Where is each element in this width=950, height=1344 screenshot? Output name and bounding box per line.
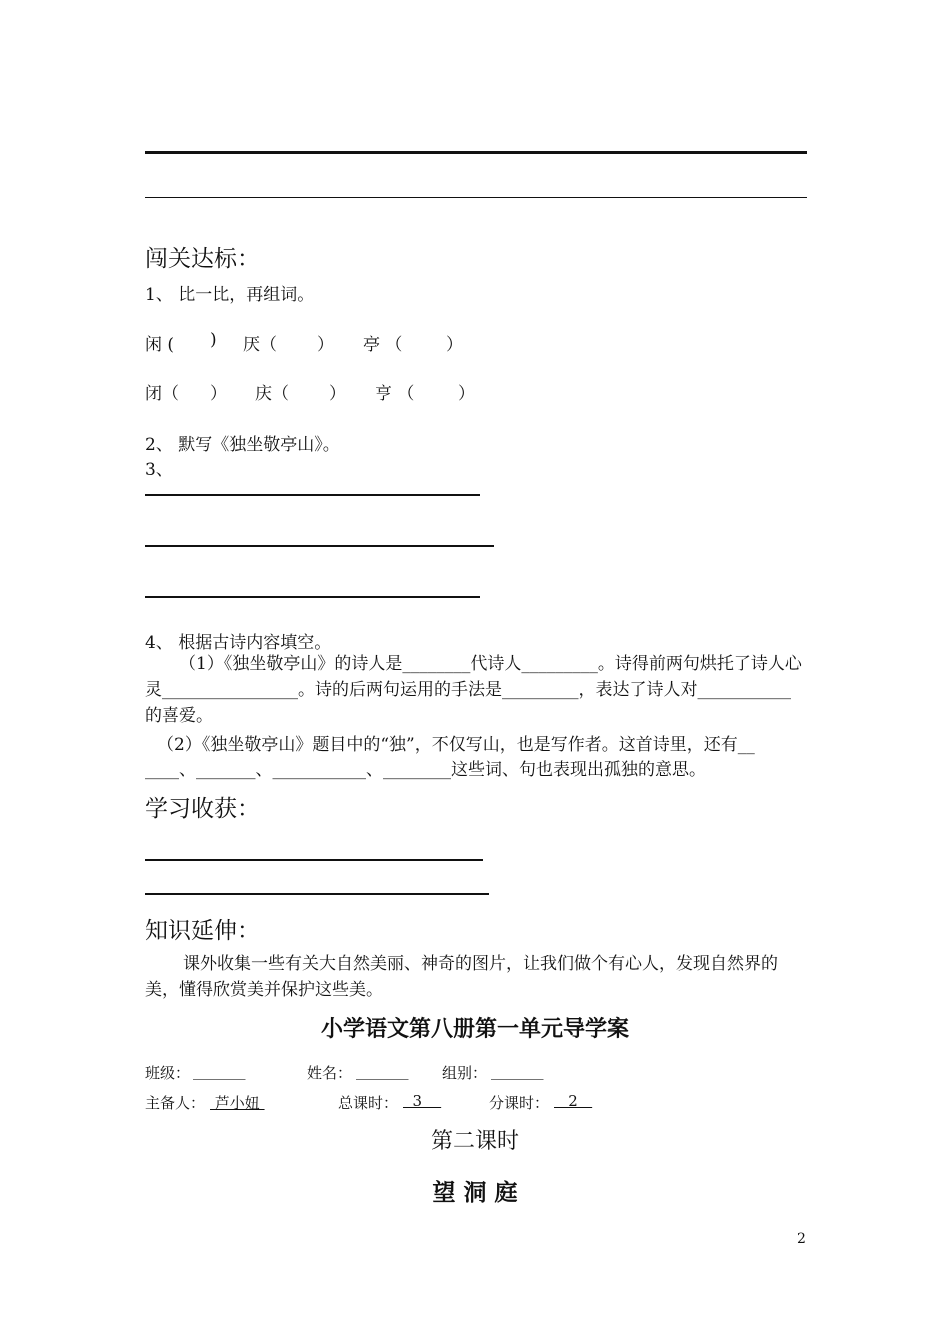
compare-close: ） [317, 335, 334, 355]
question-4-part-2-line-1: （2）《独坐敬亭山》题目中的“独”，不仅写山，也是写作者。这首诗里，还有__ [157, 735, 755, 755]
compare-char-heng: 亨 （ [375, 384, 415, 404]
compare-char-qing: 庆（ [255, 384, 289, 404]
part-period-value: 2 [554, 1092, 593, 1110]
compare-close: ） [458, 384, 475, 404]
answer-line-q3-2 [145, 545, 494, 547]
section-heading-yanshen: 知识延伸： [145, 918, 260, 944]
answer-line-top-1 [145, 151, 807, 154]
question-4-part-2-line-2: ____、_______、___________、________这些词、句也表现出孤独的意思。 [145, 760, 706, 780]
section-heading-shouhuo: 学习收获： [145, 796, 260, 822]
answer-line-q3-3 [145, 596, 480, 598]
answer-line-shouhuo-2 [145, 893, 489, 895]
answer-line-q3-1 [145, 494, 480, 496]
part-period-label: 分课时： [489, 1094, 550, 1112]
lesson-period: 第二课时 [430, 1129, 519, 1154]
compare-char-ting: 亭 （ [363, 335, 403, 355]
compare-char-bi: 闭（ [145, 384, 179, 404]
preparer-value: 芦小妞 [210, 1094, 265, 1112]
question-4: 4、 根据古诗内容填空。 [145, 633, 332, 653]
answer-line-shouhuo-1 [145, 859, 483, 861]
total-periods-label: 总课时： [338, 1094, 399, 1112]
compare-close: ) [210, 330, 217, 350]
question-1: 1、 比一比，再组词。 [145, 285, 315, 305]
group-blank: _______ [491, 1062, 544, 1080]
compare-char-xian: 闲 ( [145, 335, 175, 355]
preparer-label: 主备人： [145, 1094, 206, 1112]
name-label: 姓名： [307, 1064, 353, 1082]
question-2: 2、 默写《独坐敬亭山》。 [145, 435, 340, 455]
answer-line-top-2 [145, 197, 807, 198]
page-number: 2 [797, 1231, 806, 1247]
total-periods-value: 3 [403, 1092, 442, 1110]
compare-char-yan: 厌（ [243, 335, 277, 355]
group-label: 组别： [442, 1064, 488, 1082]
section-heading-chuangguan: 闯关达标： [145, 246, 260, 272]
name-blank: _______ [356, 1062, 409, 1080]
poem-title: 望 洞 庭 [432, 1180, 518, 1206]
yanshen-text: 课外收集一些有关大自然美丽、神奇的图片，让我们做个有心人，发现自然界的美，懂得欣赏美并保护这些美。 [145, 954, 778, 1000]
question-4-part-1: （1）《独坐敬亭山》的诗人是________代诗人_________。诗得前两句烘托了诗人心灵________________。诗的后两句运用的手法是_________，表达了诗人对___________的喜爱。 [145, 654, 802, 726]
compare-close: ） [329, 384, 346, 404]
compare-close: ） [210, 384, 227, 404]
class-blank: _______ [193, 1062, 246, 1080]
class-label: 班级： [145, 1064, 191, 1082]
question-3: 3、 [145, 460, 173, 480]
lesson-title: 小学语文第八册第一单元导学案 [320, 1017, 629, 1042]
compare-close: ） [446, 335, 463, 355]
